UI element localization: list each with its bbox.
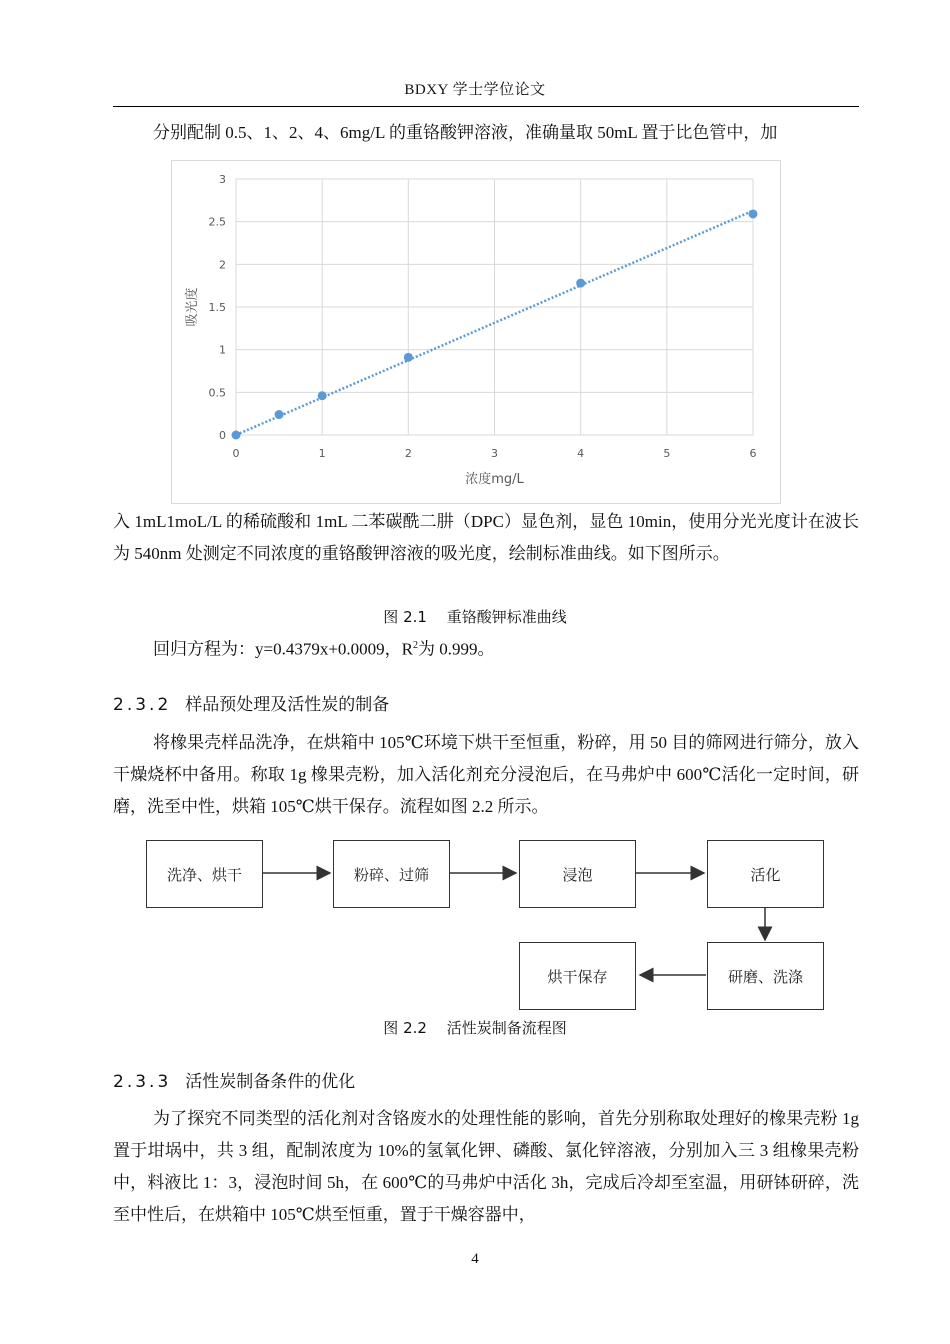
flow-step-grind-wash: 研磨、洗涤 (707, 942, 824, 1010)
y-tick-label: 3 (219, 173, 226, 186)
y-tick-label: 1 (219, 343, 226, 357)
header-rule (113, 106, 859, 107)
regression-prefix: 回归方程为：y=0.4379x+0.0009，R (153, 639, 414, 659)
section-heading-2-3-2 (113, 690, 389, 715)
flow-step-soak: 浸泡 (519, 840, 636, 908)
x-tick-label: 3 (491, 447, 498, 460)
section-number: 2.3.3 (113, 1072, 172, 1092)
section-title: 活性炭制备条件的优化 (185, 1072, 356, 1092)
regression-suffix: 为 0.999。 (418, 639, 495, 659)
paragraph-1: 分别配制 0.5、1、2、4、6mg/L 的重铬酸钾溶液，准确量取 50mL 置于比色管中，加 (153, 123, 778, 142)
flow-step-crush-sieve: 粉碎、过筛 (333, 840, 450, 908)
data-point (576, 279, 585, 288)
section-heading-2-3-3 (113, 1067, 355, 1092)
data-point (404, 353, 413, 362)
figure-caption-2-2: 图 2.2 活性炭制备流程图 (383, 1019, 567, 1037)
section-title: 样品预处理及活性炭的制备 (185, 695, 390, 715)
page-number: 4 (471, 1251, 479, 1267)
y-tick-label: 1.5 (208, 301, 226, 314)
x-tick-label: 2 (404, 447, 412, 460)
paragraph-3: 将橡果壳样品洗净，在烘箱中 105℃环境下烘干至恒重，粉碎，用 50 目的筛网进行筛分，放入干燥烧杯中备用。称取 1g 橡果壳粉，加入活化剂充分浸泡后，在马弗炉中 600℃活化一定时间，研磨，洗至中性，烘箱 105℃烘干保存。流程如图 2.2 所示。 (113, 733, 859, 816)
chart-svg (172, 161, 780, 503)
x-tick-label: 4 (577, 447, 585, 460)
x-axis-label: 浓度mg/L (465, 472, 524, 487)
regression-superscript: 2 (413, 640, 419, 651)
x-tick-label: 5 (663, 447, 671, 460)
data-point (275, 410, 284, 419)
paragraph-4: 为了探究不同类型的活化剂对含铬废水的处理性能的影响，首先分别称取处理好的橡果壳粉 1g 置于坩埚中，共 3 组，配制浓度为 10%的氢氧化钾、磷酸、氯化锌溶液，分别加入三 3 组橡果壳粉中，料液比 1：3，浸泡时间 5h，在 600℃的马弗炉中活化 3h，完成后冷却至室温，用研钵研碎，洗至中性后，在烘箱中 105℃烘至恒重，置于干燥容器中， (113, 1109, 859, 1224)
data-point (749, 209, 758, 218)
page-header: BDXY 学士学位论文 (404, 82, 546, 98)
x-tick-label: 1 (318, 447, 326, 460)
paragraph-2: 入 1mL1moL/L 的稀硫酸和 1mL 二苯碳酰二肼（DPC）显色剂，显色 10min，使用分光光度计在波长为 540nm 处测定不同浓度的重铬酸钾溶液的吸光度，绘制标准曲线。如下图所示。 (113, 512, 859, 563)
y-tick-label: 0 (219, 429, 226, 442)
section-number: 2.3.2 (113, 695, 172, 715)
flow-step-activate: 活化 (707, 840, 824, 908)
standard-curve-chart (171, 160, 781, 504)
x-tick-label: 6 (749, 447, 757, 460)
data-point (318, 391, 327, 400)
flowchart (140, 835, 840, 1015)
flow-step-dry-store: 烘干保存 (519, 942, 636, 1010)
y-tick-label: 0.5 (208, 386, 226, 400)
y-tick-label: 2.5 (208, 215, 226, 229)
figure-caption-2-1: 图 2.1 重铬酸钾标准曲线 (383, 608, 567, 626)
y-tick-label: 2 (219, 258, 226, 272)
regression-equation (113, 630, 859, 666)
data-point (232, 431, 241, 440)
x-tick-label: 0 (232, 447, 240, 460)
y-axis-label: 吸光度 (185, 287, 200, 327)
flow-step-wash-dry: 洗净、烘干 (146, 840, 263, 908)
